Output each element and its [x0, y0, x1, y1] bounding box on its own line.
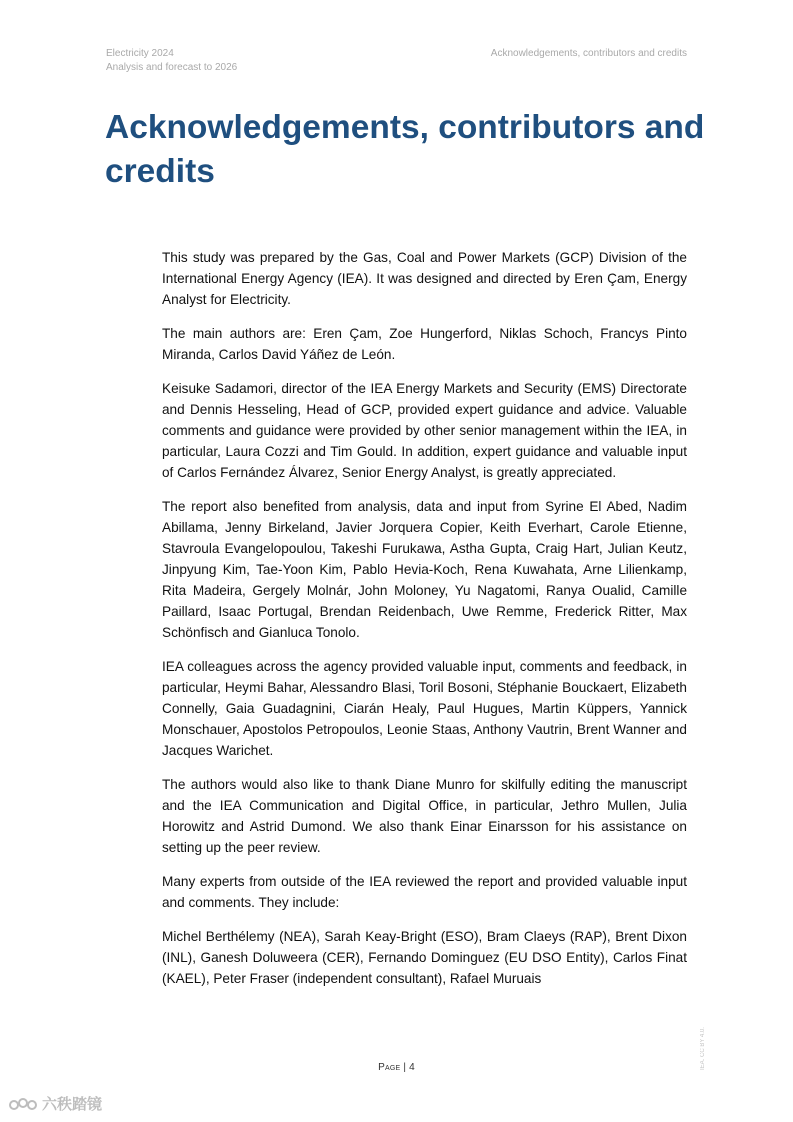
paragraph: The authors would also like to thank Diane Munro for skilfully editing the manuscript and the IEA Communication and Digital Office, in particular, Jethro Mullen, Julia Horowitz and Astrid Dumond. We also thank Einar Einarsson for his assistance on setting up the peer review. [162, 777, 687, 855]
watermark-text: 六秩踏镜 [42, 1096, 103, 1113]
watermark-logo-icon [8, 1095, 38, 1113]
page-footer [0, 1062, 793, 1073]
page-separator: | [403, 1062, 410, 1073]
report-title: Electricity 2024 [106, 48, 174, 59]
report-subtitle: Analysis and forecast to 2026 [106, 62, 238, 73]
paragraph: Many experts from outside of the IEA reviewed the report and provided valuable input and comments. They include: [162, 874, 687, 910]
page-number: 4 [409, 1062, 415, 1073]
license-note: IEA. CC BY 4.0. [700, 1027, 706, 1070]
watermark [8, 1093, 102, 1114]
paragraph: The main authors are: Eren Çam, Zoe Hungerford, Niklas Schoch, Francys Pinto Miranda, Carlos David Yáñez de León. [162, 326, 687, 362]
paragraph: This study was prepared by the Gas, Coal and Power Markets (GCP) Division of the International Energy Agency (IEA). It was designed and directed by Eren Çam, Energy Analyst for Electricity. [162, 250, 687, 307]
paragraph: The report also benefited from analysis, data and input from Syrine El Abed, Nadim Abillama, Jenny Birkeland, Javier Jorquera Copier, Keith Everhart, Carole Etienne, Stavroula Evangelopoulou, Takeshi Furukawa, Astha Gupta, Craig Hart, Julian Keutz, Jinpyung Kim, Tae-Yoon Kim, Pablo Hevia-Koch, Rena Kuwahata, Arne Lilienkamp, Rita Madeira, Gergely Molnár, John Moloney, Yu Nagatomi, Ranya Oualid, Camille Paillard, Isaac Portugal, Brendan Reidenbach, Uwe Remme, Frederick Ritter, Max Schönfisch and Gianluca Tonolo. [162, 499, 687, 640]
paragraph: Keisuke Sadamori, director of the IEA Energy Markets and Security (EMS) Directorate and Dennis Hesseling, Head of GCP, provided expert guidance and advice. Valuable comments and guidance were provided by other senior management within the IEA, in particular, Laura Cozzi and Tim Gould. In addition, expert guidance and valuable input of Carlos Fernández Álvarez, Senior Energy Analyst, is greatly appreciated. [162, 381, 687, 480]
acknowledgements-body [162, 247, 687, 1002]
page-label: Page [378, 1062, 401, 1073]
section-name: Acknowledgements, contributors and credits [490, 48, 687, 59]
paragraph: Michel Berthélemy (NEA), Sarah Keay-Bright (ESO), Bram Claeys (RAP), Brent Dixon (INL), Ganesh Doluweera (CER), Fernando Dominguez (EU DSO Entity), Carlos Finat (KAEL), Peter Fraser (independent consultant), Rafael Muruais [162, 929, 687, 986]
paragraph: IEA colleagues across the agency provided valuable input, comments and feedback, in particular, Heymi Bahar, Alessandro Blasi, Toril Bosoni, Stéphanie Bouckaert, Elizabeth Connelly, Gaia Guadagnini, Ciarán Healy, Paul Hugues, Martin Küppers, Yannick Monschauer, Apostolos Petropoulos, Leonie Staas, Anthony Vautrin, Brent Wanner and Jacques Warichet. [162, 659, 687, 758]
page-title: Acknowledgements, contributors and credits [105, 109, 705, 190]
page-header-left [106, 47, 237, 75]
